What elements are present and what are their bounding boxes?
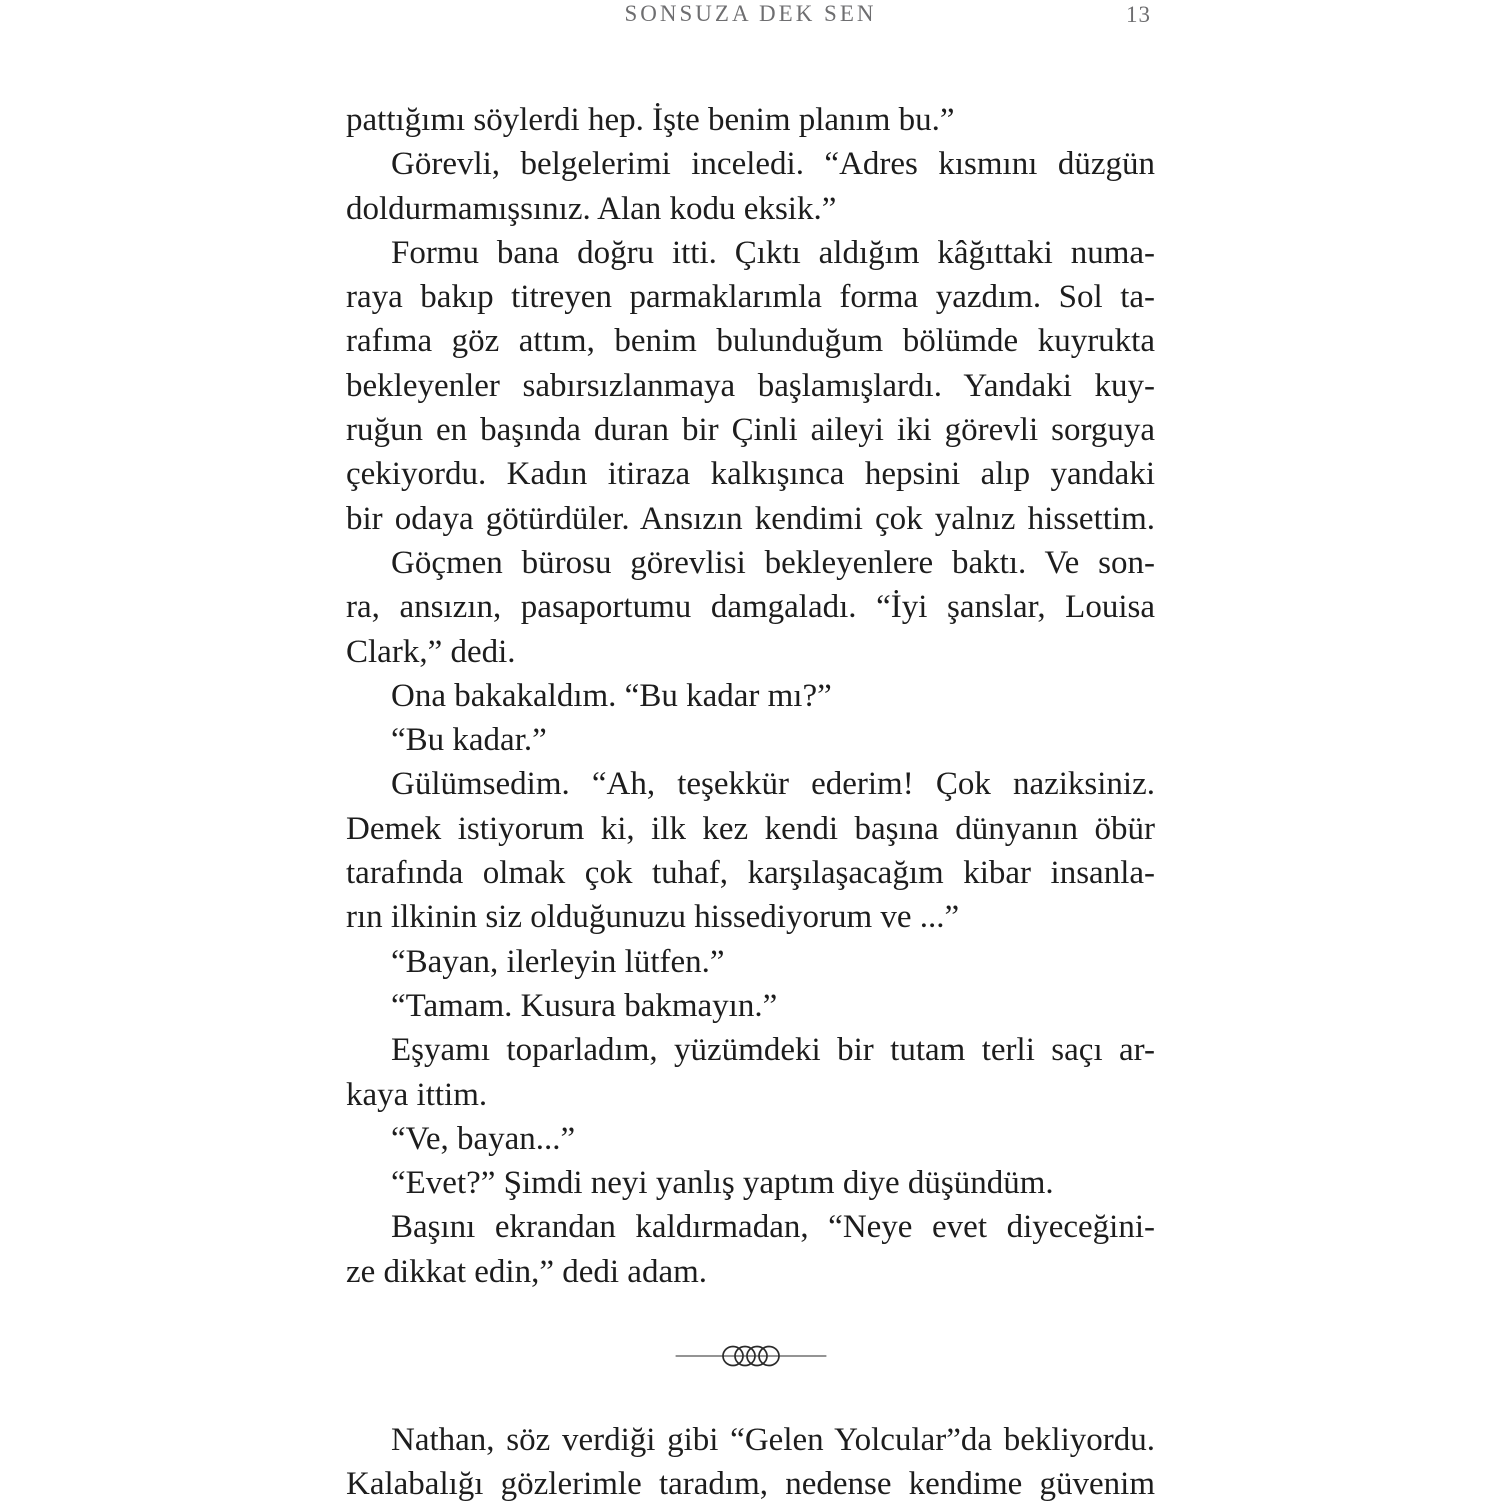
text-line: Formu bana doğru itti. Çıktı aldığım kâğıttaki numa-	[391, 234, 1155, 271]
text-line: “Bayan, ilerleyin lütfen.”	[391, 943, 725, 980]
text-line: ra, ansızın, pasaportumu damgaladı. “İyi şanslar, Louisa	[346, 589, 1155, 626]
text-line: raya bakıp titreyen parmaklarımla forma yazdım. Sol ta-	[346, 279, 1155, 316]
page-number: 13	[1126, 2, 1151, 27]
text-line: bir odaya götürdüler. Ansızın kendimi çok yalnız hissettim.	[346, 500, 1155, 537]
text-line: Göçmen bürosu görevlisi bekleyenlere baktı. Ve son-	[391, 544, 1155, 581]
text-line: Nathan, söz verdiği gibi “Gelen Yolcular”da bekliyordu.	[391, 1422, 1155, 1459]
text-line: tarafında olmak çok tuhaf, karşılaşacağım kibar insanla-	[346, 855, 1155, 892]
text-line: Ona bakakaldım. “Bu kadar mı?”	[391, 677, 832, 714]
page-header	[346, 0, 1155, 40]
scene-divider	[346, 1294, 1155, 1418]
text-block-after-divider	[346, 1418, 1155, 1507]
text-line: doldurmamışsınız. Alan kodu eksik.”	[346, 190, 837, 227]
text-line: “Ve, bayan...”	[391, 1120, 576, 1157]
book-page	[346, 0, 1155, 1503]
text-line: Clark,” dedi.	[346, 633, 516, 670]
text-line: çekiyordu. Kadın itiraza kalkışınca hepsini alıp yandaki	[346, 456, 1155, 493]
text-line: rın ilkinin siz olduğunuzu hissediyorum ve ...”	[346, 899, 960, 936]
running-title: SONSUZA DEK SEN	[624, 1, 877, 26]
text-line: Başını ekrandan kaldırmadan, “Neye evet diyeceğini-	[391, 1209, 1155, 1246]
text-line: Eşyamı toparladım, yüzümdeki bir tutam terli saçı ar-	[391, 1032, 1155, 1069]
text-line: “Tamam. Kusura bakmayın.”	[391, 987, 778, 1024]
page-text	[346, 98, 1155, 1507]
rope-ornament-icon	[675, 1343, 827, 1369]
text-line: pattığımı söylerdi hep. İşte benim planım bu.”	[346, 102, 955, 138]
text-line: bekleyenler sabırsızlanmaya başlamışlardı. Yandaki kuy-	[346, 367, 1155, 404]
text-line: “Evet?” Şimdi neyi yanlış yaptım diye düşündüm.	[391, 1165, 1054, 1202]
text-line: Demek istiyorum ki, ilk kez kendi başına dünyanın öbür	[346, 810, 1155, 847]
text-line: Görevli, belgelerimi inceledi. “Adres kısmını düzgün	[391, 146, 1155, 183]
text-line: ruğun en başında duran bir Çinli aileyi iki görevli sorguya	[346, 412, 1155, 449]
text-line: ze dikkat edin,” dedi adam.	[346, 1253, 708, 1290]
text-block-before-divider	[346, 98, 1155, 1294]
text-line: rafıma göz attım, benim bulunduğum bölümde kuyrukta	[346, 323, 1155, 360]
text-line: kaya ittim.	[346, 1076, 488, 1113]
text-line: “Bu kadar.”	[391, 722, 547, 759]
text-line: Kalabalığı gözlerimle taradım, nedense kendime güvenim	[346, 1466, 1155, 1503]
text-line: Gülümsedim. “Ah, teşekkür ederim! Çok naziksiniz.	[391, 766, 1155, 803]
